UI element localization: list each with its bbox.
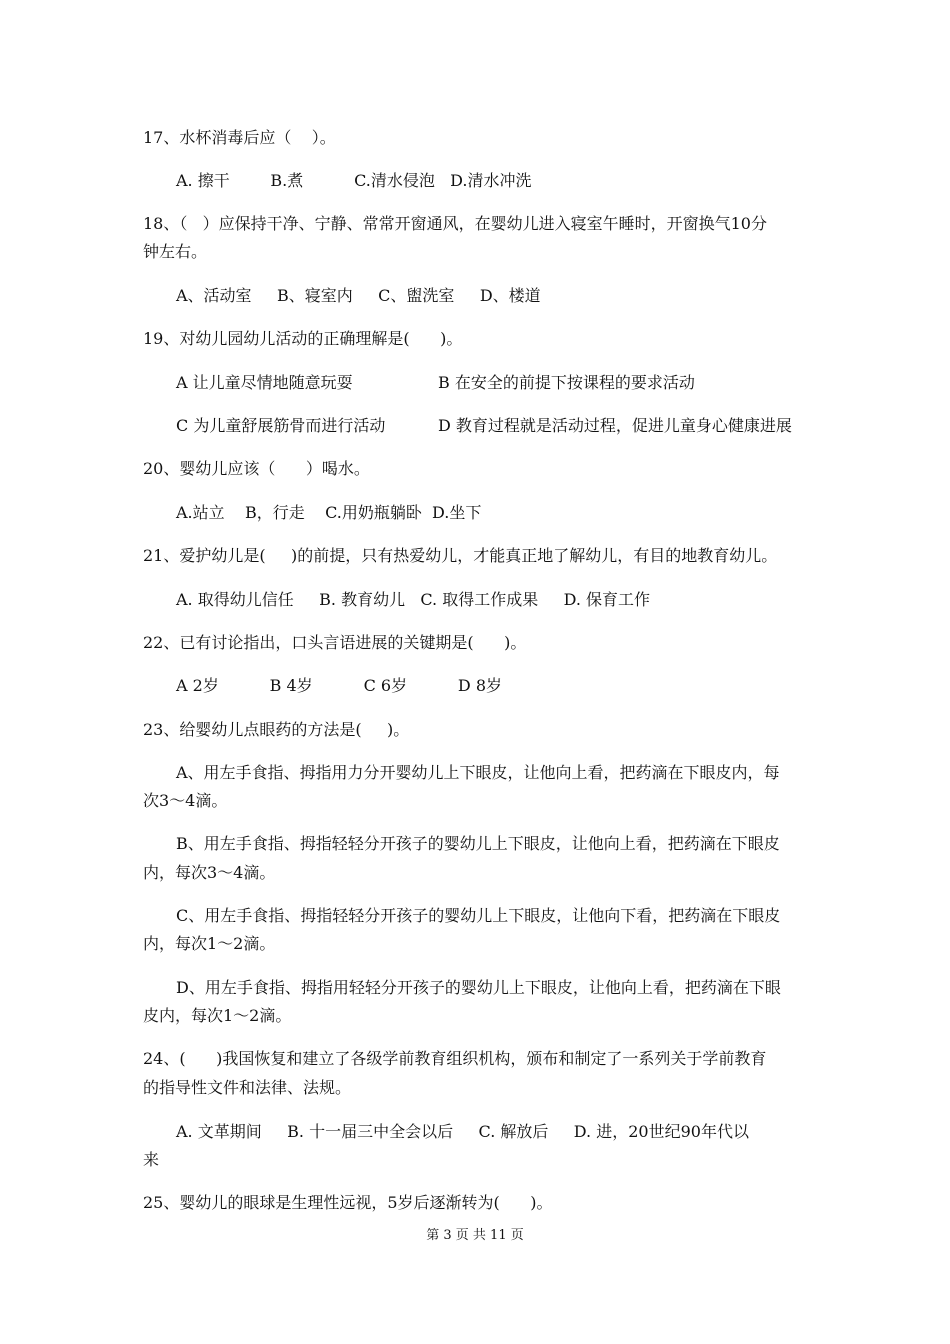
question-18-options: A、活动室 B、寝室内 C、盥洗室 D、楼道	[176, 286, 541, 305]
question-24-stem-cont: 的指导性文件和法律、法规。	[143, 1078, 352, 1097]
question-19-option-c: C 为儿童舒展筋骨而进行活动	[176, 416, 386, 435]
question-19-option-b: B 在安全的前提下按课程的要求活动	[438, 373, 695, 392]
question-23-option-b-cont: 内，每次3～4滴。	[143, 863, 276, 882]
question-22-options: A 2岁 B 4岁 C 6岁 D 8岁	[176, 676, 503, 695]
question-23-option-c: C、用左手食指、拇指轻轻分开孩子的婴幼儿上下眼皮，让他向下看，把药滴在下眼皮	[176, 906, 781, 925]
question-22-stem: 22、已有讨论指出，口头言语进展的关键期是( )。	[143, 633, 527, 652]
question-19-option-d: D 教育过程就是活动过程，促进儿童身心健康进展	[438, 416, 792, 435]
question-21-stem: 21、爱护幼儿是( )的前提，只有热爱幼儿，才能真正地了解幼儿，有目的地教育幼儿。	[143, 546, 778, 565]
question-23-option-d-cont: 皮内，每次1～2滴。	[143, 1006, 292, 1025]
question-18-stem-cont: 钟左右。	[143, 242, 208, 261]
question-25-stem: 25、婴幼儿的眼球是生理性远视，5岁后逐渐转为( )。	[143, 1193, 553, 1212]
question-19-stem: 19、对幼儿园幼儿活动的正确理解是( )。	[143, 329, 463, 348]
question-18-stem: 18、（ ）应保持干净、宁静、常常开窗通风，在婴幼儿进入寝室午睡时，开窗换气10分	[143, 214, 767, 233]
question-23-stem: 23、给婴幼儿点眼药的方法是( )。	[143, 720, 410, 739]
question-24-options-cont: 来	[143, 1150, 160, 1169]
question-23-option-a-cont: 次3～4滴。	[143, 791, 228, 810]
question-24-options: A. 文革期间 B. 十一届三中全会以后 C. 解放后 D. 进，20世纪90年代以	[176, 1122, 749, 1141]
question-23-option-a: A、用左手食指、拇指用力分开婴幼儿上下眼皮，让他向上看，把药滴在下眼皮内，每	[176, 763, 780, 782]
question-23-option-d: D、用左手食指、拇指用轻轻分开孩子的婴幼儿上下眼皮，让他向上看，把药滴在下眼	[176, 978, 781, 997]
question-19-option-a: A 让儿童尽情地随意玩耍	[176, 373, 353, 392]
question-20-options: A.站立 B，行走 C.用奶瓶躺卧 D.坐下	[176, 503, 482, 522]
question-17-stem: 17、水杯消毒后应（ ）。	[143, 128, 336, 147]
question-24-stem: 24、( )我国恢复和建立了各级学前教育组织机构，颁布和制定了一系列关于学前教育	[143, 1049, 767, 1068]
question-23-option-b: B、用左手食指、拇指轻轻分开孩子的婴幼儿上下眼皮，让他向上看，把药滴在下眼皮	[176, 834, 780, 853]
question-20-stem: 20、婴幼儿应该（ ）喝水。	[143, 459, 370, 478]
question-23-option-c-cont: 内，每次1～2滴。	[143, 934, 276, 953]
page-footer: 第 3 页 共 11 页	[426, 1228, 524, 1243]
question-17-options: A. 擦干 B.煮 C.清水侵泡 D.清水冲洗	[176, 171, 532, 190]
question-21-options: A. 取得幼儿信任 B. 教育幼儿 C. 取得工作成果 D. 保育工作	[176, 590, 651, 609]
